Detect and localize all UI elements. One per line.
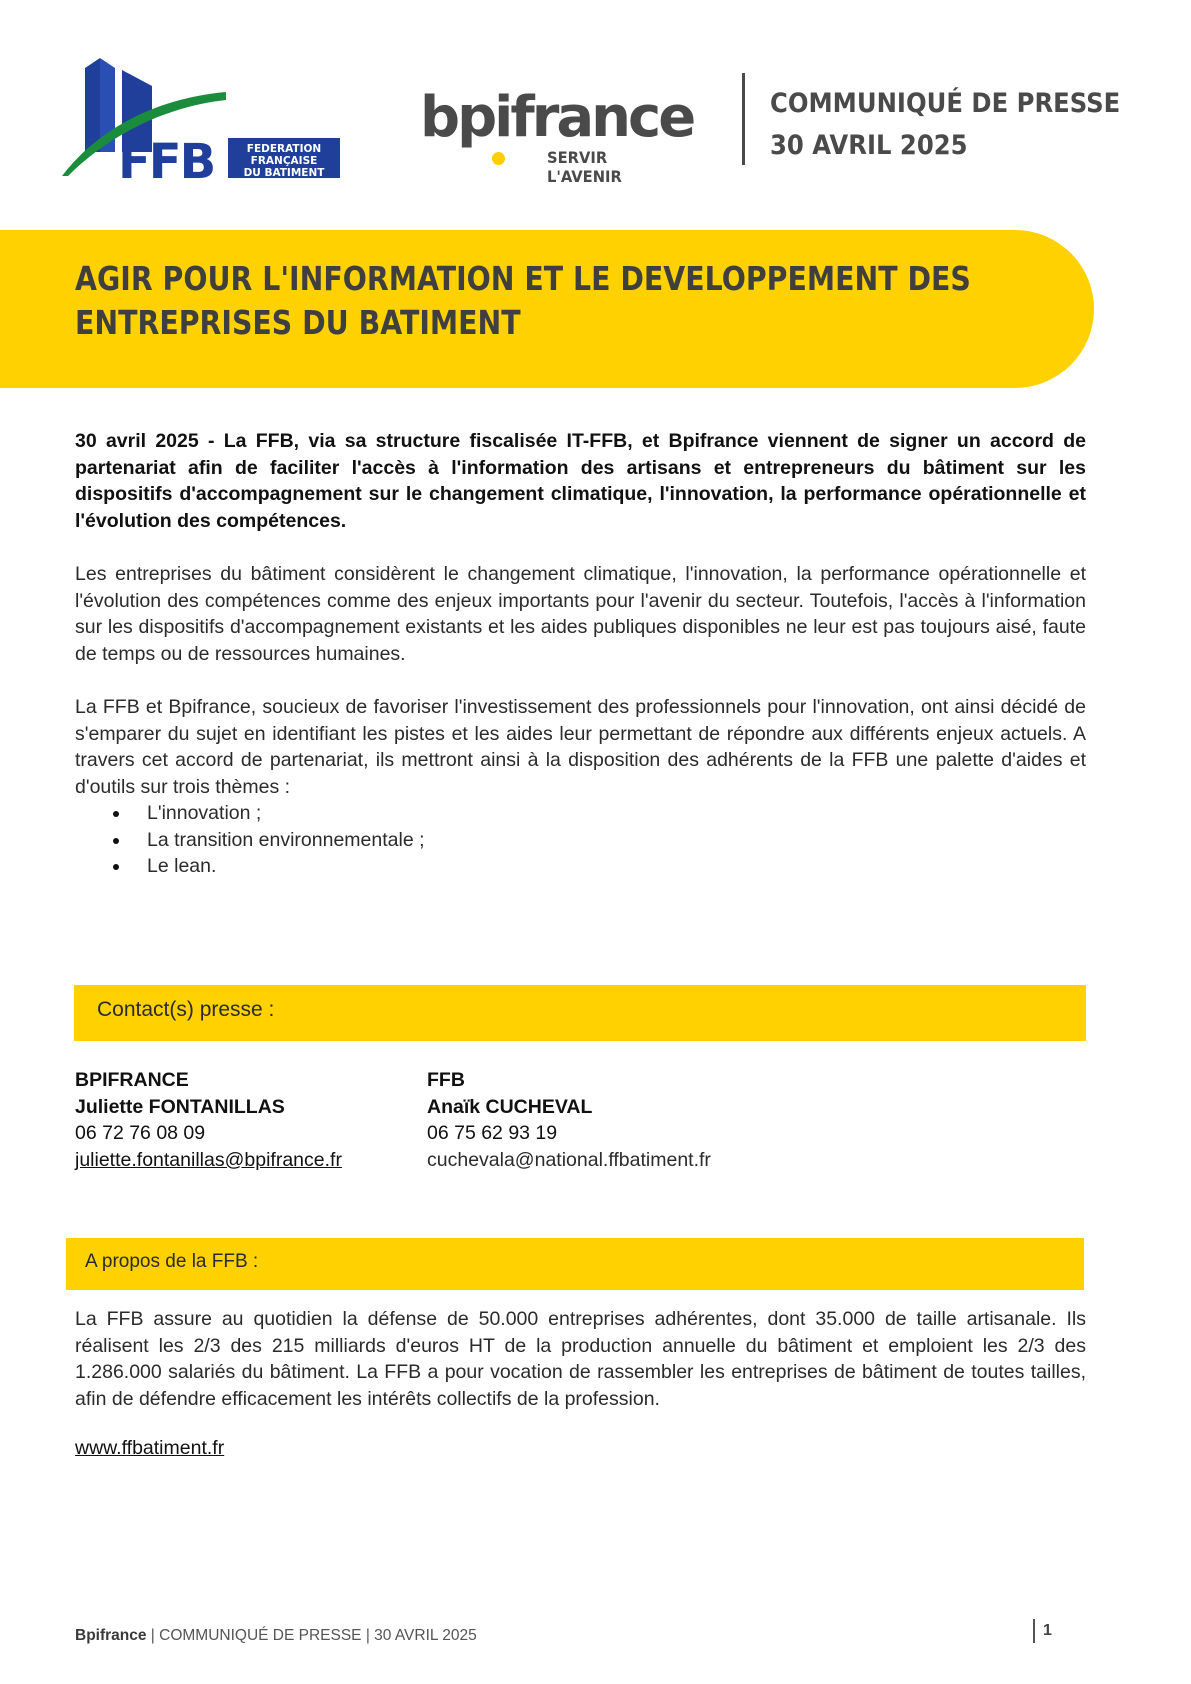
contact-phone: 06 72 76 08 09 — [75, 1122, 206, 1145]
contact-section-heading: Contact(s) presse : — [97, 998, 275, 1021]
ffb-logo-line1: FEDERATION — [246, 143, 322, 155]
ffb-acronym: FFB — [118, 134, 215, 182]
contact-phone: 06 75 62 93 19 — [427, 1122, 558, 1145]
bpifrance-wordmark: bpifrance — [420, 85, 694, 150]
bullet-icon — [113, 838, 119, 844]
ffb-website-link[interactable]: www.ffbatiment.fr — [75, 1437, 225, 1459]
ffb-logo — [60, 56, 350, 182]
page-footer — [75, 1627, 477, 1645]
ffb-logo-line3: DU BATIMENT — [243, 167, 325, 179]
header-divider — [742, 73, 745, 165]
bpifrance-tagline: SERVIR L'AVENIR — [547, 148, 622, 186]
list-item — [110, 853, 425, 880]
contact-ffb — [427, 1067, 711, 1173]
page-number: 1 — [1043, 1622, 1052, 1639]
ffb-logo-line2: FRANÇAISE — [250, 155, 318, 167]
contact-org: FFB — [427, 1069, 465, 1091]
bpifrance-logo — [420, 85, 694, 186]
list-item-text: La transition environnementale ; — [147, 828, 425, 851]
contact-org: BPIFRANCE — [75, 1069, 189, 1091]
document-kind: COMMUNIQUÉ DE PRESSE — [770, 88, 1121, 119]
bullet-icon — [113, 864, 119, 870]
footer-text: | COMMUNIQUÉ DE PRESSE | 30 AVRIL 2025 — [146, 1627, 477, 1644]
contact-name: Anaïk CUCHEVAL — [427, 1095, 593, 1118]
body-paragraph-1: Les entreprises du bâtiment considèrent le changement climatique, l'innovation, la performance opérationnelle et l'évolution des compétences comme des enjeux importants pour l'avenir du secteur. Toutefois, l'accès à l'information sur les dispositifs d'accompagnement existants et les aides publiques disponibles ne leur est pas toujours aisé, faute de temps ou de ressources humaines. — [75, 563, 1086, 665]
contact-email: cuchevala@national.ffbatiment.fr — [427, 1148, 711, 1171]
about-paragraph: La FFB assure au quotidien la défense de 50.000 entreprises adhérentes, dont 35.000 de taille artisanale. Ils réalisent les 2/3 des 215 milliards d'euros HT de la production annuelle du bâtiment et emploient les 2/3 des 1.286.000 salariés du bâtiment. La FFB a pour vocation de rassembler les entreprises de bâtiment de toutes tailles, afin de défendre efficacement les intérêts collectifs de la profession. — [75, 1308, 1086, 1410]
list-item — [110, 827, 425, 854]
list-item — [110, 800, 425, 827]
bpifrance-dot-icon — [492, 152, 505, 165]
document-date: 30 AVRIL 2025 — [770, 130, 968, 161]
bullet-icon — [113, 811, 119, 817]
body-paragraph-2: La FFB et Bpifrance, soucieux de favoriser l'investissement des professionnels pour l'innovation, ont ainsi décidé de s'emparer du sujet en identifiant les pistes et les aides leur permettant de répondre aux différents enjeux actuels. A travers cet accord de partenariat, ils mettront ainsi à la disposition des adhérents de la FFB une palette d'aides et d'outils sur trois thèmes : — [75, 696, 1086, 798]
list-item-text: Le lean. — [147, 855, 217, 878]
page-number-divider — [1033, 1619, 1035, 1643]
contact-name: Juliette FONTANILLAS — [75, 1095, 285, 1118]
about-section-heading: A propos de la FFB : — [85, 1251, 259, 1272]
page-title: AGIR POUR L'INFORMATION ET LE DEVELOPPEMENT DES ENTREPRISES DU BATIMENT — [75, 259, 971, 342]
list-item-text: L'innovation ; — [147, 802, 262, 824]
footer-brand: Bpifrance — [75, 1627, 147, 1644]
contact-bpifrance — [75, 1067, 342, 1173]
contact-email-link[interactable]: juliette.fontanillas@bpifrance.fr — [75, 1148, 342, 1171]
themes-list — [110, 800, 425, 880]
intro-paragraph: 30 avril 2025 - La FFB, via sa structure fiscalisée IT-FFB, et Bpifrance viennent de signer un accord de partenariat afin de faciliter l'accès à l'information des artisans et entrepreneurs du bâtiment sur les dispositifs d'accompagnement sur le changement climatique, l'innovation, la performance opérationnelle et l'évolution des compétences. — [75, 430, 1086, 532]
